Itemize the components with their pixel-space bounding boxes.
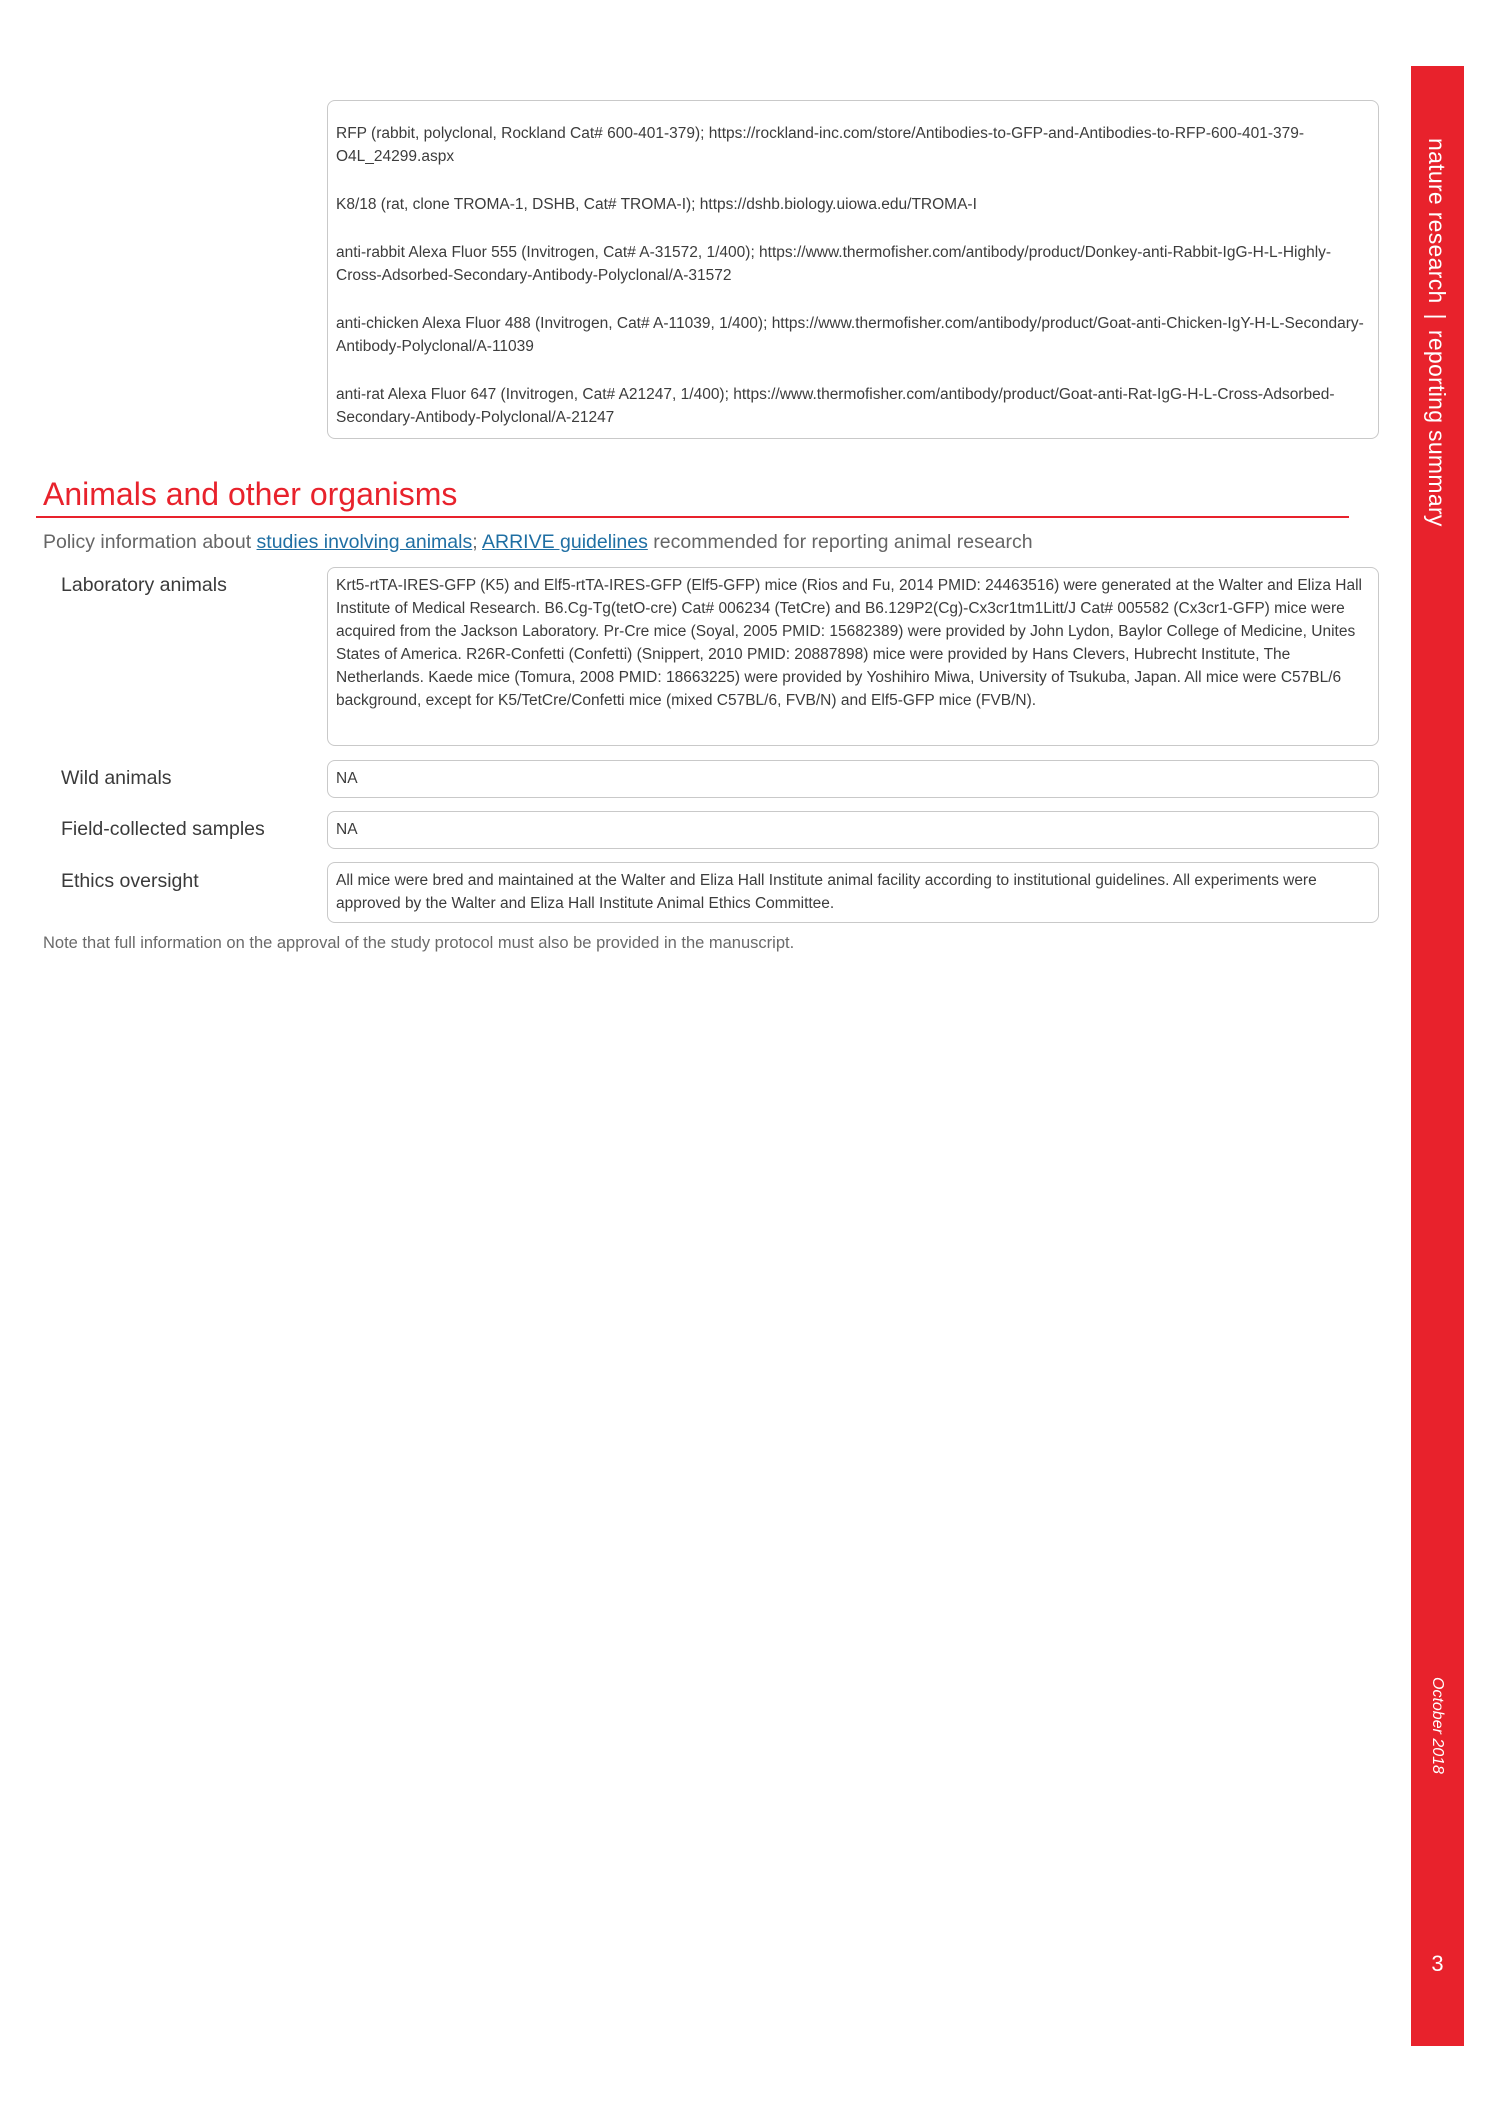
antibody-item: RFP (rabbit, polyclonal, Rockland Cat# 600-401-379); https://rockland-inc.com/store/Antibodies-to-GFP-and-Antibodies-to-RFP-600-401-379-O4L_24299.aspx [336,125,1305,165]
antibody-item: anti-chicken Alexa Fluor 488 (Invitrogen, Cat# A-11039, 1/400); https://www.thermofisher.com/antibody/product/Goat-anti-Chicken-IgY-H-L-Secondary-Antibody-Polyclonal/A-11039 [336,315,1364,355]
field-collected-samples-field[interactable]: NA [327,811,1379,849]
wild-animals-label: Wild animals [61,767,172,789]
antibodies-box [327,100,1379,439]
studies-involving-animals-link[interactable]: studies involving animals [256,531,473,553]
brand-name: nature research [1424,138,1450,304]
section-title: Animals and other organisms [43,476,458,512]
brand-subtitle: reporting summary [1424,329,1450,527]
edition-date: October 2018 [1429,1677,1446,1774]
antibody-item: K8/18 (rat, clone TROMA-1, DSHB, Cat# TROMA-I); https://dshb.biology.uiowa.edu/TROMA-I [336,196,977,213]
policy-separator: ; [472,531,482,553]
antibody-item: anti-rat Alexa Fluor 647 (Invitrogen, Cat# A21247, 1/400); https://www.thermofisher.com/antibody/product/Goat-anti-Rat-IgG-H-L-Cross-Adsorbed-Secondary-Antibody-Polyclonal/A-21247 [336,386,1335,426]
ethics-oversight-label: Ethics oversight [61,870,199,892]
brand-label [1423,138,1450,527]
laboratory-animals-field[interactable]: Krt5-rtTA-IRES-GFP (K5) and Elf5-rtTA-IRES-GFP (Elf5-GFP) mice (Rios and Fu, 2014 PMID: 24463516) were generated at the Walter and Eliza Hall Institute of Medical Research. B6.Cg-Tg(tetO-cre) Cat# 006234 (TetCre) and B6.129P2(Cg)-Cx3cr1tm1Litt/J Cat# 005582 (Cx3cr1-GFP) mice were acquired from the Jackson Laboratory. Pr-Cre mice (Soyal, 2005 PMID: 15682389) were provided by John Lydon, Baylor College of Medicine, Unites States of America. R26R-Confetti (Confetti) (Snippert, 2010 PMID: 20887898) mice were provided by Hans Clevers, Hubrecht Institute, The Netherlands. Kaede mice (Tomura, 2008 PMID: 18663225) were provided by Yoshihiro Miwa, University of Tsukuba, Japan. All mice were C57BL/6 background, except for K5/TetCre/Confetti mice (mixed C57BL/6, FVB/N) and Elf5-GFP mice (FVB/N). [327,567,1379,746]
approval-note: Note that full information on the approval of the study protocol must also be provided in the manuscript. [43,934,795,952]
brand-separator: | [1424,313,1450,320]
antibody-item: anti-rabbit Alexa Fluor 555 (Invitrogen, Cat# A-31572, 1/400); https://www.thermofisher.com/antibody/product/Donkey-anti-Rabbit-IgG-H-L-Highly-Cross-Adsorbed-Secondary-Antibody-Polyclonal/A-31572 [336,244,1332,284]
section-divider [36,516,1349,518]
arrive-guidelines-link[interactable]: ARRIVE guidelines [482,531,648,553]
policy-prefix: Policy information about [43,531,257,553]
policy-suffix: recommended for reporting animal research [647,531,1033,553]
laboratory-animals-label: Laboratory animals [61,574,227,596]
ethics-oversight-field[interactable]: All mice were bred and maintained at the Walter and Eliza Hall Institute animal facility according to institutional guidelines. All experiments were approved by the Walter and Eliza Hall Institute Animal Ethics Committee. [327,862,1379,923]
wild-animals-field[interactable]: NA [327,760,1379,798]
field-collected-samples-label: Field-collected samples [61,818,265,840]
page-number: 3 [1431,1951,1444,1976]
policy-line [43,531,1033,554]
